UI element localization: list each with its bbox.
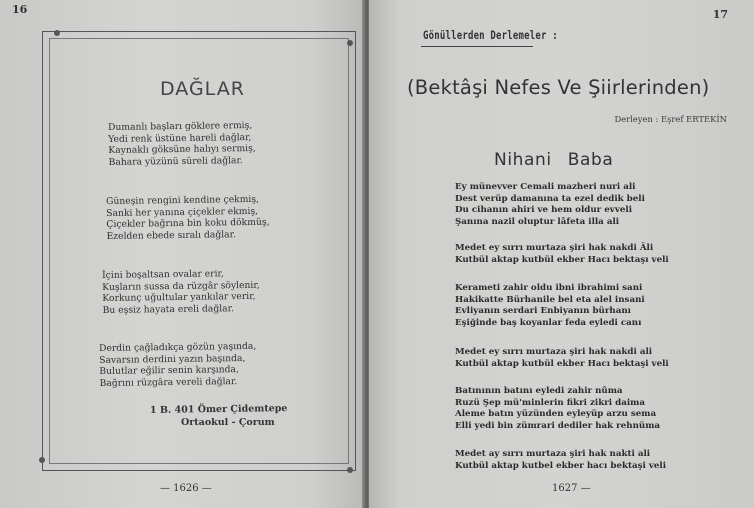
nefes-line: Ey münevver Cemali mazheri nuri ali bbox=[455, 182, 636, 192]
author-school: Ortaokul - Çorum bbox=[181, 417, 275, 428]
frame-corner-ornament bbox=[347, 40, 353, 46]
poem-stanza-3 bbox=[102, 268, 260, 317]
nefes-line: Medet ey sırrı murtaza şiri hak nakdi Âli bbox=[455, 243, 654, 253]
poem-title: DAĞLAR bbox=[160, 78, 245, 100]
nefes-line: Ruzü Şep mü'minlerin fikri zikri daima bbox=[455, 397, 645, 408]
frame-corner-ornament bbox=[347, 467, 353, 473]
nefes-stanza-1 bbox=[455, 182, 645, 228]
nefes-refrain-3 bbox=[455, 449, 666, 472]
nefes-line: Evliyanın serdari Enbiyanın bürhanı bbox=[455, 306, 631, 316]
nefes-line: Şanına nazil oluptur lâfeta illa ali bbox=[455, 216, 620, 227]
poem-line: Derdin çağladıkça gözün yaşında, bbox=[99, 340, 257, 354]
right-page-number: 17 bbox=[712, 8, 728, 21]
nefes-stanza-3 bbox=[455, 386, 660, 432]
right-page-footer: 1627 — bbox=[552, 483, 591, 494]
poem-line: Kuşların sussa da rüzgâr söylenir, bbox=[102, 279, 260, 293]
nefes-refrain-2 bbox=[455, 347, 669, 370]
poem-line: Çiçekler bağrına bin koku dökmüş, bbox=[106, 216, 270, 231]
poem-line: Sanki her yanına çiçekler ekmiş, bbox=[106, 205, 259, 219]
left-page-footer: — 1626 — bbox=[160, 483, 212, 494]
nefes-line: Kutbül aktap kutbül ekber Hacı bektaşi veli bbox=[455, 358, 669, 369]
left-page-number: 16 bbox=[12, 3, 28, 16]
nefes-line: Hakikatte Bürhanile bel eta alel insani bbox=[455, 294, 645, 305]
poem-line: İçini boşaltsan ovalar erir, bbox=[102, 268, 224, 281]
nefes-stanza-2 bbox=[455, 283, 645, 329]
author-signature: 1 B. 401 Ömer Çidemtepe bbox=[149, 403, 288, 416]
frame-corner-ornament bbox=[54, 30, 60, 36]
poem-line: Yedi renk üstüne hareli dağlar, bbox=[108, 131, 252, 145]
main-title: (Bektâşi Nefes Ve Şiirlerinden) bbox=[407, 76, 710, 99]
poem-stanza-1 bbox=[108, 120, 256, 168]
nefes-line: Eşiğinde baş koyanlar feda eyledi canı bbox=[455, 317, 642, 328]
nefes-line: Kerameti zahir oldu ibni ibrahimi sani bbox=[455, 283, 643, 293]
poem-line: Korkunç uğultular yankılar verir, bbox=[102, 291, 256, 305]
poem-line: Ezelden ebede sıralı dağlar. bbox=[106, 228, 236, 242]
poem-stanza-4 bbox=[99, 341, 257, 390]
series-underline bbox=[421, 46, 533, 47]
poem-line: Bahara yüzünü süreli dağlar. bbox=[108, 154, 243, 168]
nefes-line: Elli yedi bin zümrari dediler hak rehnüma bbox=[455, 420, 661, 431]
poem-line: Bulutlar eğilir senin karşında, bbox=[99, 364, 239, 378]
poem-stanza-2 bbox=[106, 194, 270, 243]
poem-line: Kaynaklı göksüne halıyı sermiş, bbox=[108, 143, 256, 157]
sub-title: Nihani Baba bbox=[494, 150, 614, 170]
poem-line: Bu eşsiz hayata ereli dağlar. bbox=[102, 302, 234, 316]
nefes-line: Medet ey sırrı murtaza şiri hak nakdi ali bbox=[455, 347, 653, 357]
poem-line: Bağrını rüzgâra vereli dağlar. bbox=[99, 375, 238, 389]
poem-line: Güneşin rengini kendine çekmiş, bbox=[106, 193, 260, 207]
poem-line: Dumanlı başları göklere ermiş, bbox=[108, 119, 253, 133]
left-page bbox=[0, 0, 366, 508]
poem-frame-inner bbox=[49, 38, 349, 464]
nefes-line: Kutbül aktap kutbel ekber hacı bektaşi veli bbox=[455, 460, 667, 471]
compiler-credit: Derleyen : Eşref ERTEKİN bbox=[614, 114, 727, 124]
nefes-line: Du cihanın ahiri ve hem oldur evveli bbox=[455, 205, 633, 215]
nefes-line: Aleme batın yüzünden eyleyüp arzu sema bbox=[455, 409, 657, 419]
poem-line: Savarsın derdini yazın başında, bbox=[99, 352, 246, 366]
series-title: Gönüllerden Derlemeler : bbox=[423, 30, 558, 43]
nefes-line: Medet ay sırrı murtaza şiri hak nakti ali bbox=[455, 449, 651, 459]
nefes-line: Batınının batını eyledi zahir nûma bbox=[455, 386, 623, 396]
right-page bbox=[369, 0, 754, 508]
nefes-line: Kutbül aktap kutbül ekber Hacı bektaşı veli bbox=[455, 254, 669, 265]
nefes-line: Dest verüp damanına ta ezel dedik beli bbox=[455, 193, 645, 204]
nefes-refrain-1 bbox=[455, 243, 669, 266]
frame-corner-ornament bbox=[39, 457, 45, 463]
